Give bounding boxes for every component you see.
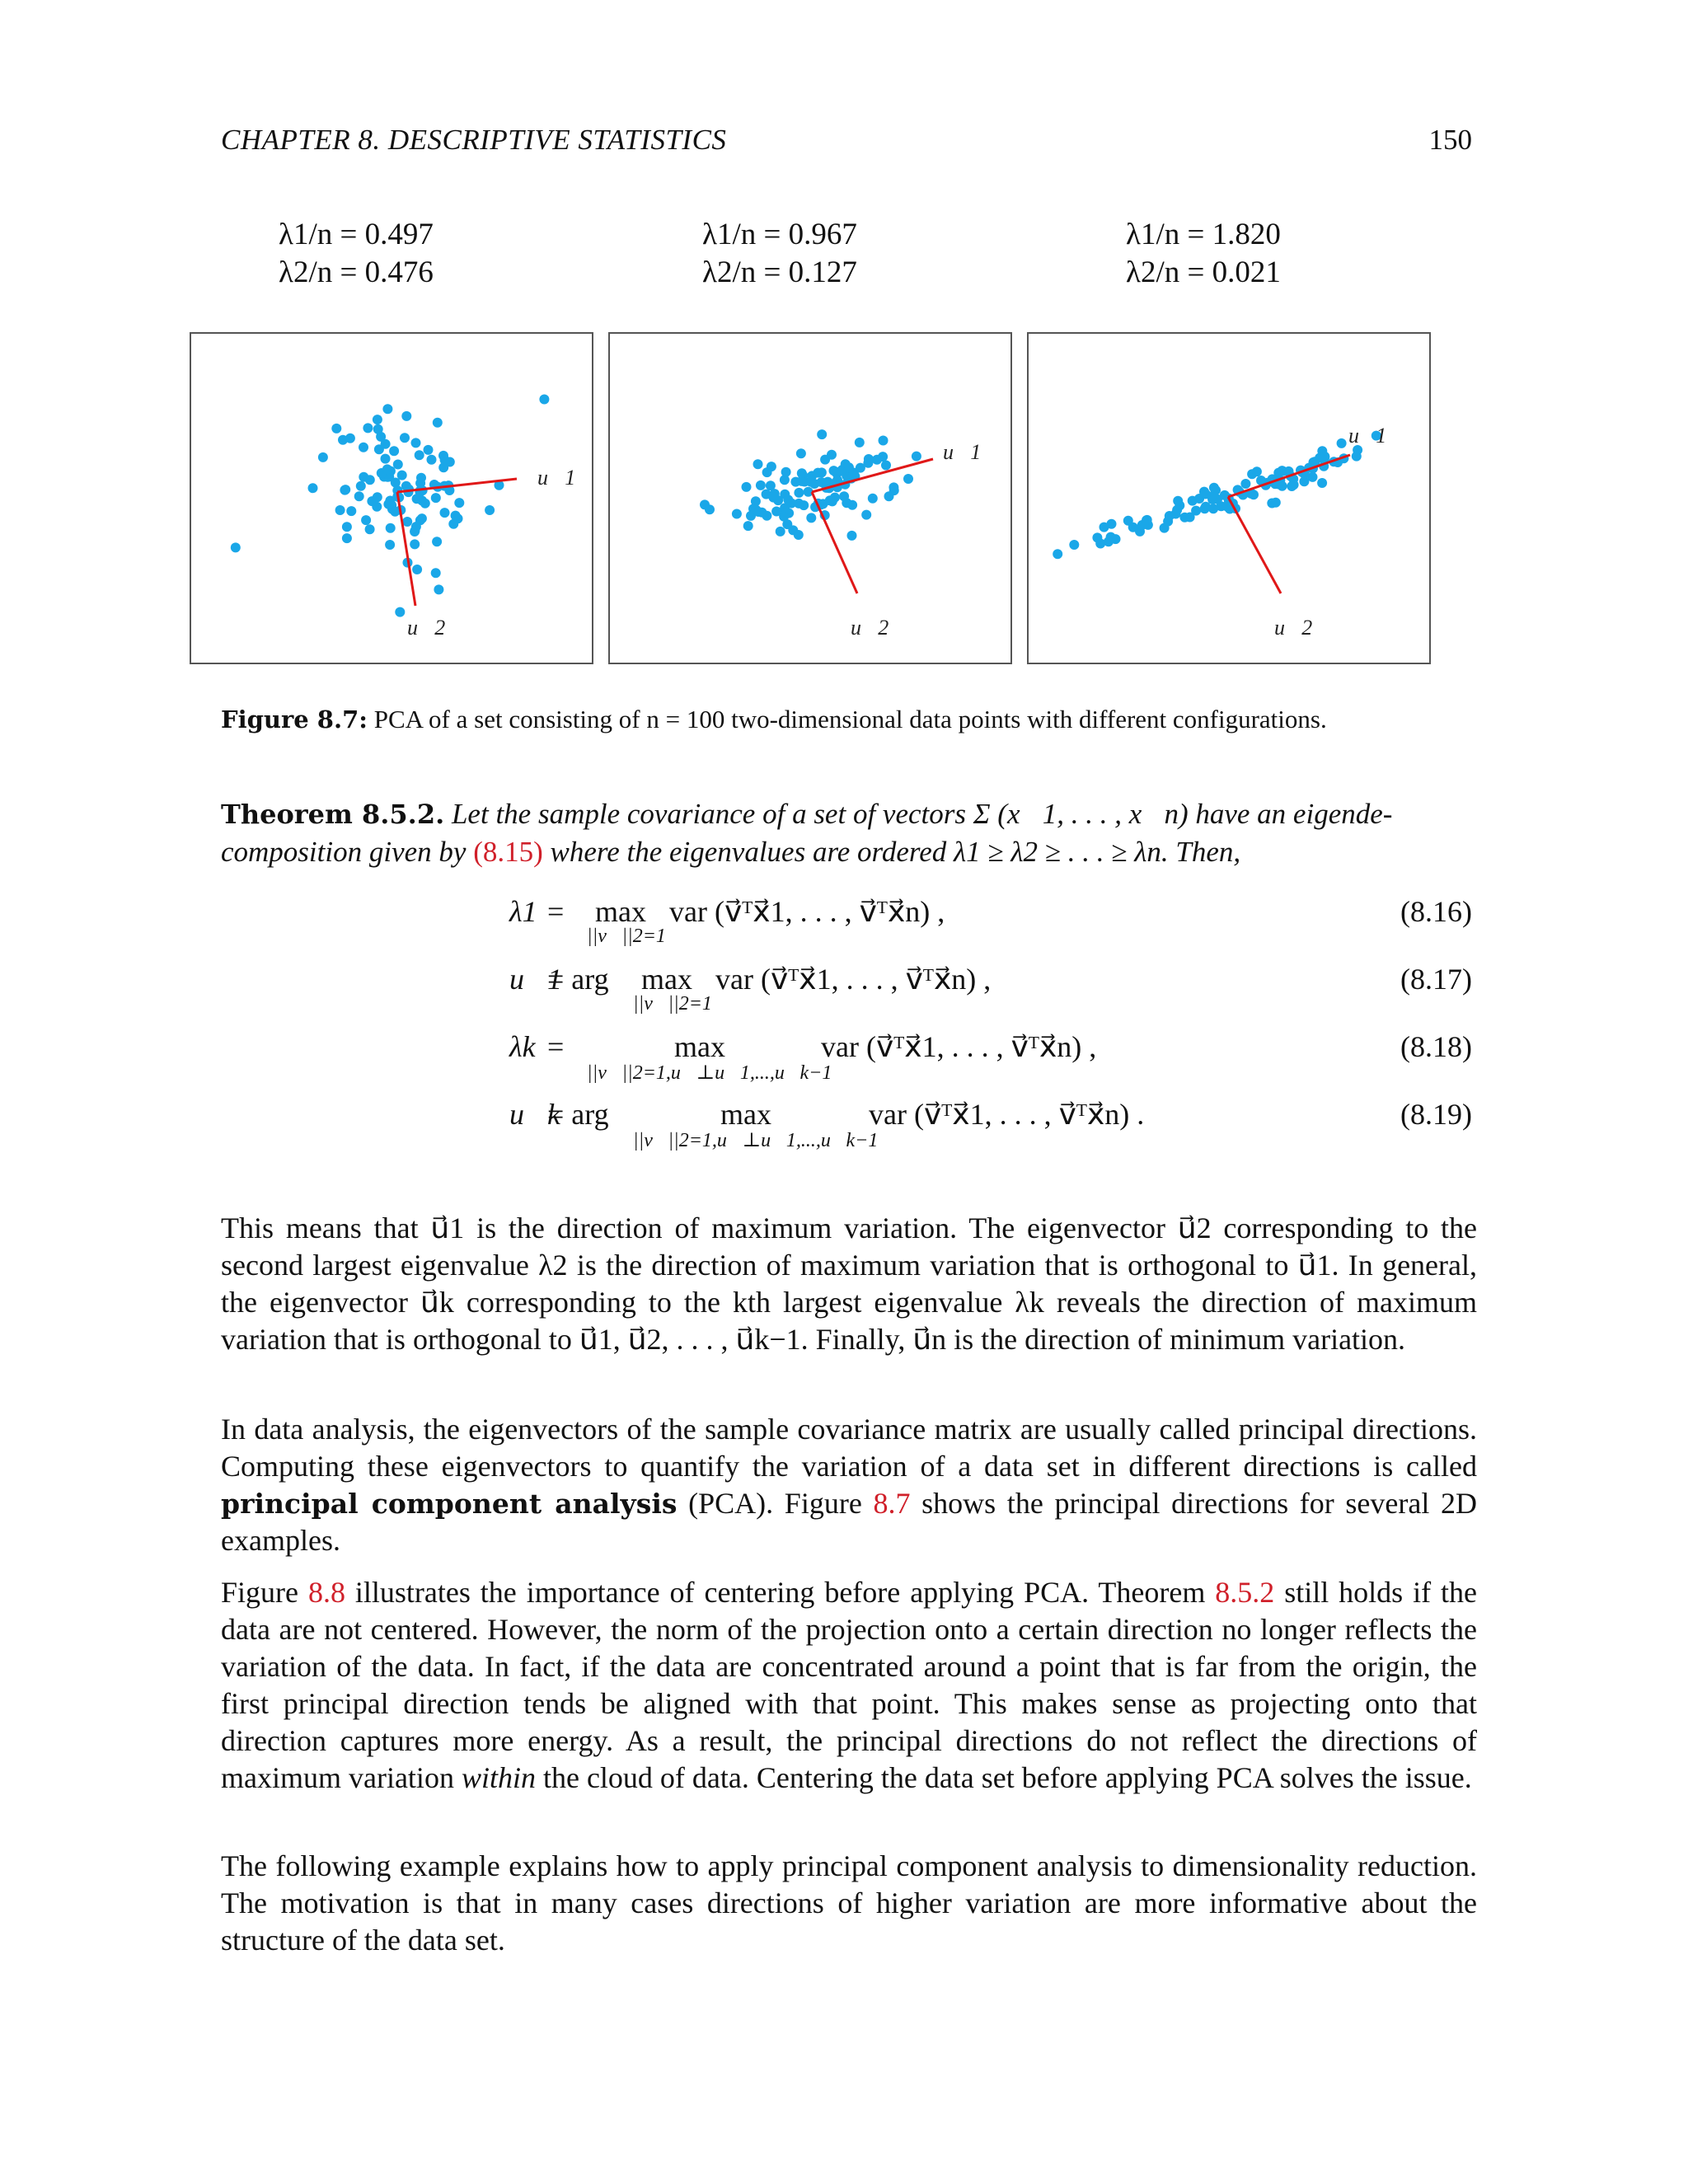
paragraph-1: This means that u⃗1 is the direction of maximum variation. The eigenvector u⃗2 corresponding to the second largest eigenvalue λ2 is the direction of maximum variation that is orthogonal to u⃗1. In general, the eigenvector u⃗k corresponding to the kth largest eigenvalue λk reveals the direction of maximum variation that is orthogonal to u⃗1, u⃗2, . . . , u⃗k−1. Finally, u⃗n is the direction of minimum variation. xyxy=(221,1212,1477,1356)
data-point xyxy=(773,495,783,505)
data-point xyxy=(889,485,899,495)
data-point xyxy=(1199,487,1209,497)
data-point xyxy=(393,460,403,470)
data-point xyxy=(1289,480,1299,490)
paragraph-4: The following example explains how to apply principal component analysis to dimensionality reduction. The motivation is that in many cases directions of higher variation are more informative about the structure of the data set. xyxy=(221,1849,1477,1957)
u1-label: u⃗1 xyxy=(537,466,576,490)
data-point xyxy=(359,443,368,452)
data-point xyxy=(1191,506,1201,516)
data-point xyxy=(400,433,410,443)
panel1-lambda2: λ2/n = 0.476 xyxy=(279,255,434,289)
data-point xyxy=(410,539,420,549)
u2-label: u⃗2 xyxy=(407,616,446,640)
eq-lhs: λ1 xyxy=(509,895,537,928)
data-point xyxy=(753,459,763,469)
p3-text-d: the cloud of data. Centering the data set before applying PCA solves the issue. xyxy=(542,1761,1472,1794)
p3-text-a: Figure xyxy=(221,1576,298,1609)
data-point xyxy=(1092,532,1102,542)
eq-number: (8.19) xyxy=(1400,1098,1472,1131)
data-point xyxy=(340,485,349,495)
data-point xyxy=(796,448,806,458)
p2-bold-term: principal component analysis xyxy=(221,1488,678,1520)
eq-number: (8.17) xyxy=(1400,963,1472,996)
data-point xyxy=(863,458,873,468)
eq-number: (8.18) xyxy=(1400,1030,1472,1063)
eq-rhs: var (v⃗ᵀx⃗1, . . . , v⃗ᵀx⃗n) , xyxy=(715,963,992,996)
figure-ref-link[interactable]: 8.7 xyxy=(873,1487,911,1520)
data-point xyxy=(912,452,921,462)
data-point xyxy=(781,467,791,477)
eq-op: = arg xyxy=(547,1098,609,1131)
eq-max: max xyxy=(674,1030,725,1063)
data-point xyxy=(1240,479,1250,489)
eq-rhs: var (v⃗ᵀx⃗1, . . . , v⃗ᵀx⃗n) , xyxy=(821,1030,1097,1063)
data-point xyxy=(427,455,437,465)
data-point xyxy=(335,505,345,515)
data-point xyxy=(766,480,776,490)
eq-subscript: ||v⃗||2=1 xyxy=(587,926,666,947)
pca-scatter-3 xyxy=(1029,334,1432,666)
scatter-points xyxy=(1053,431,1381,560)
data-point xyxy=(373,415,382,424)
data-point xyxy=(794,488,804,498)
theorem-ref-link[interactable]: 8.5.2 xyxy=(1215,1576,1275,1609)
data-point xyxy=(411,438,421,448)
eq-max: max xyxy=(641,963,692,996)
data-point xyxy=(807,471,817,480)
data-point xyxy=(342,533,352,543)
eq-subscript: ||v⃗||2=1 xyxy=(633,993,712,1015)
data-point xyxy=(743,521,753,531)
scatter-points xyxy=(700,429,921,541)
data-point xyxy=(1142,515,1151,525)
data-point xyxy=(365,475,375,485)
eq-rhs: var (v⃗ᵀx⃗1, . . . , v⃗ᵀx⃗n) . xyxy=(869,1098,1145,1131)
panel2-lambda1: λ1/n = 0.967 xyxy=(702,218,857,251)
data-point xyxy=(767,462,776,471)
u2-label: u⃗2 xyxy=(851,616,889,640)
data-point xyxy=(431,493,441,503)
eq-subscript: ||v⃗||2=1,u⃗⊥u⃗1,...,u⃗k−1 xyxy=(633,1130,879,1151)
data-point xyxy=(416,473,426,483)
eq-subscript: ||v⃗||2=1,u⃗⊥u⃗1,...,u⃗k−1 xyxy=(587,1062,832,1084)
pca-panel-1 xyxy=(190,332,593,664)
caption-text: PCA of a set consisting of n = 100 two-dimensional data points with different configurations. xyxy=(373,705,1327,733)
data-point xyxy=(381,454,391,464)
data-point xyxy=(363,423,373,433)
data-point xyxy=(786,499,796,509)
data-point xyxy=(395,607,405,617)
data-point xyxy=(794,530,804,540)
data-point xyxy=(804,487,814,497)
data-point xyxy=(389,446,399,456)
data-point xyxy=(382,464,392,474)
data-point xyxy=(868,494,878,504)
data-point xyxy=(771,507,781,517)
eq-lhs: u⃗1 xyxy=(509,963,563,996)
data-point xyxy=(836,466,846,476)
figure-ref-link[interactable]: 8.8 xyxy=(307,1576,345,1609)
theorem-label: Theorem 8.5.2. xyxy=(221,799,445,830)
data-point xyxy=(485,505,495,515)
data-point xyxy=(342,522,352,532)
p3-text-b: illustrates the importance of centering before applying PCA. Theorem xyxy=(354,1576,1206,1609)
data-point xyxy=(440,508,450,518)
data-point xyxy=(1200,504,1210,513)
panel3-lambda1: λ1/n = 1.820 xyxy=(1126,218,1281,251)
data-point xyxy=(448,519,458,529)
theorem-text-a: Let the sample covariance of a set of vectors Σ (x⃗1, . . . , x⃗n) have an eigende-composition given by xyxy=(221,798,1393,868)
caption-label: Figure 8.7: xyxy=(221,705,368,733)
data-point xyxy=(1352,452,1362,462)
data-point xyxy=(1163,517,1173,527)
p3-text-c: still holds if the data are not centered. However, the norm of the projection onto a certain direction no longer reflects the variation of the data. In fact, if the data are concentrated around a point that is far from the origin, the first principal direction tends be aligned with that point. This makes sense as projecting onto that direction captures more energy. As a result, the principal directions do not reflect the directions of maximum variation xyxy=(221,1576,1478,1794)
data-point xyxy=(361,515,371,525)
panel2-lambda2: λ2/n = 0.127 xyxy=(702,255,857,289)
equation-ref-link[interactable]: (8.15) xyxy=(473,836,543,868)
equation-8-19 xyxy=(0,1097,1688,1155)
pca-scatter-1 xyxy=(191,334,595,666)
data-point xyxy=(431,568,441,578)
data-point xyxy=(417,495,427,505)
data-point xyxy=(1171,509,1181,519)
paragraph-3 xyxy=(221,1574,1477,1797)
data-point xyxy=(415,450,424,460)
data-point xyxy=(454,498,464,508)
data-point xyxy=(331,424,341,434)
panel1-lambda1: λ1/n = 0.497 xyxy=(279,218,434,251)
data-point xyxy=(354,491,364,501)
data-point xyxy=(806,513,816,523)
data-point xyxy=(385,540,395,550)
data-point xyxy=(367,496,377,506)
data-point xyxy=(434,584,443,594)
pca-scatter-2 xyxy=(610,334,1014,666)
data-point xyxy=(827,450,837,460)
data-point xyxy=(1104,537,1114,546)
data-point xyxy=(411,522,421,532)
eq-max: max xyxy=(595,895,646,928)
panel3-lambda-labels xyxy=(1126,216,1281,292)
data-point xyxy=(1100,523,1109,532)
figure-caption xyxy=(221,705,1474,734)
u2-vector-line xyxy=(397,492,415,606)
u2-vector-line xyxy=(1228,497,1281,593)
data-point xyxy=(878,452,888,462)
theorem-statement xyxy=(221,795,1474,870)
data-point xyxy=(345,434,355,443)
equation-8-18 xyxy=(0,1029,1688,1087)
data-point xyxy=(753,507,763,517)
eq-op: = arg xyxy=(547,963,609,996)
data-point xyxy=(231,542,241,552)
eq-max: max xyxy=(720,1098,771,1131)
theorem-text-b: where the eigenvalues are ordered λ1 ≥ λ2 ≥ . . . ≥ λn. Then, xyxy=(550,836,1241,868)
data-point xyxy=(903,474,913,484)
data-point xyxy=(365,524,375,534)
u1-label: u⃗1 xyxy=(943,440,982,464)
panel1-lambda-labels xyxy=(279,216,434,292)
data-point xyxy=(539,395,549,405)
data-point xyxy=(401,411,411,421)
eq-lhs: λk xyxy=(509,1030,536,1063)
data-point xyxy=(440,455,450,465)
pca-panel-3 xyxy=(1027,332,1431,664)
eq-number: (8.16) xyxy=(1400,895,1472,928)
data-point xyxy=(1173,496,1183,506)
data-point xyxy=(847,531,857,541)
data-point xyxy=(881,461,891,471)
data-point xyxy=(1188,496,1198,506)
data-point xyxy=(382,404,392,414)
data-point xyxy=(1128,523,1138,532)
data-point xyxy=(823,477,832,487)
eq-lhs: u⃗k xyxy=(509,1098,560,1131)
page-number: 150 xyxy=(1428,124,1472,156)
data-point xyxy=(1278,466,1288,476)
p2-text-a: In data analysis, the eigenvectors of the sample covariance matrix are usually called principal directions. Computing these eigenvectors to quantify the variation of a data set in different directions is called xyxy=(221,1413,1477,1483)
chapter-header: CHAPTER 8. DESCRIPTIVE STATISTICS xyxy=(221,124,727,156)
data-point xyxy=(1069,540,1079,550)
equation-8-17 xyxy=(0,962,1688,1019)
panel3-lambda2: λ2/n = 0.021 xyxy=(1126,255,1281,289)
data-point xyxy=(451,511,461,521)
paragraph-2 xyxy=(221,1411,1477,1559)
data-point xyxy=(1252,466,1262,476)
data-point xyxy=(861,510,871,520)
data-point xyxy=(412,565,422,574)
data-point xyxy=(381,439,391,449)
eq-op: = xyxy=(547,895,565,928)
pca-panel-2 xyxy=(608,332,1012,664)
scatter-points xyxy=(231,395,550,617)
data-point xyxy=(432,537,442,546)
data-point xyxy=(383,499,393,509)
data-point xyxy=(842,498,851,508)
data-point xyxy=(825,495,835,505)
data-point xyxy=(1053,549,1062,559)
data-point xyxy=(756,480,766,490)
data-point xyxy=(1317,478,1327,488)
eq-rhs: var (v⃗ᵀx⃗1, . . . , v⃗ᵀx⃗n) , xyxy=(669,895,945,928)
data-point xyxy=(402,517,412,527)
data-point xyxy=(318,452,328,462)
data-point xyxy=(817,429,827,439)
data-point xyxy=(424,445,434,455)
data-point xyxy=(732,509,742,519)
data-point xyxy=(346,506,356,516)
data-point xyxy=(356,481,366,491)
p2-text-c: shows the principal directions for several 2D examples. xyxy=(221,1487,1478,1557)
data-point xyxy=(797,476,807,486)
data-point xyxy=(742,482,752,492)
u1-vector-line xyxy=(1228,455,1350,497)
equation-8-16 xyxy=(0,894,1688,952)
u1-label: u⃗1 xyxy=(1348,424,1387,448)
data-point xyxy=(308,483,318,493)
data-point xyxy=(776,527,785,537)
data-point xyxy=(1211,485,1221,495)
panel2-lambda-labels xyxy=(702,216,857,292)
data-point xyxy=(705,504,715,514)
data-point xyxy=(390,507,400,517)
data-point xyxy=(1271,498,1281,508)
p2-text-b: (PCA). Figure xyxy=(688,1487,862,1520)
p3-italic-word: within xyxy=(461,1761,536,1794)
data-point xyxy=(855,438,865,448)
data-point xyxy=(397,471,407,480)
data-point xyxy=(879,436,889,446)
eq-op: = xyxy=(547,1030,565,1063)
data-point xyxy=(433,418,443,428)
data-point xyxy=(386,523,396,533)
u2-label: u⃗2 xyxy=(1274,616,1313,640)
data-point xyxy=(1337,438,1347,448)
